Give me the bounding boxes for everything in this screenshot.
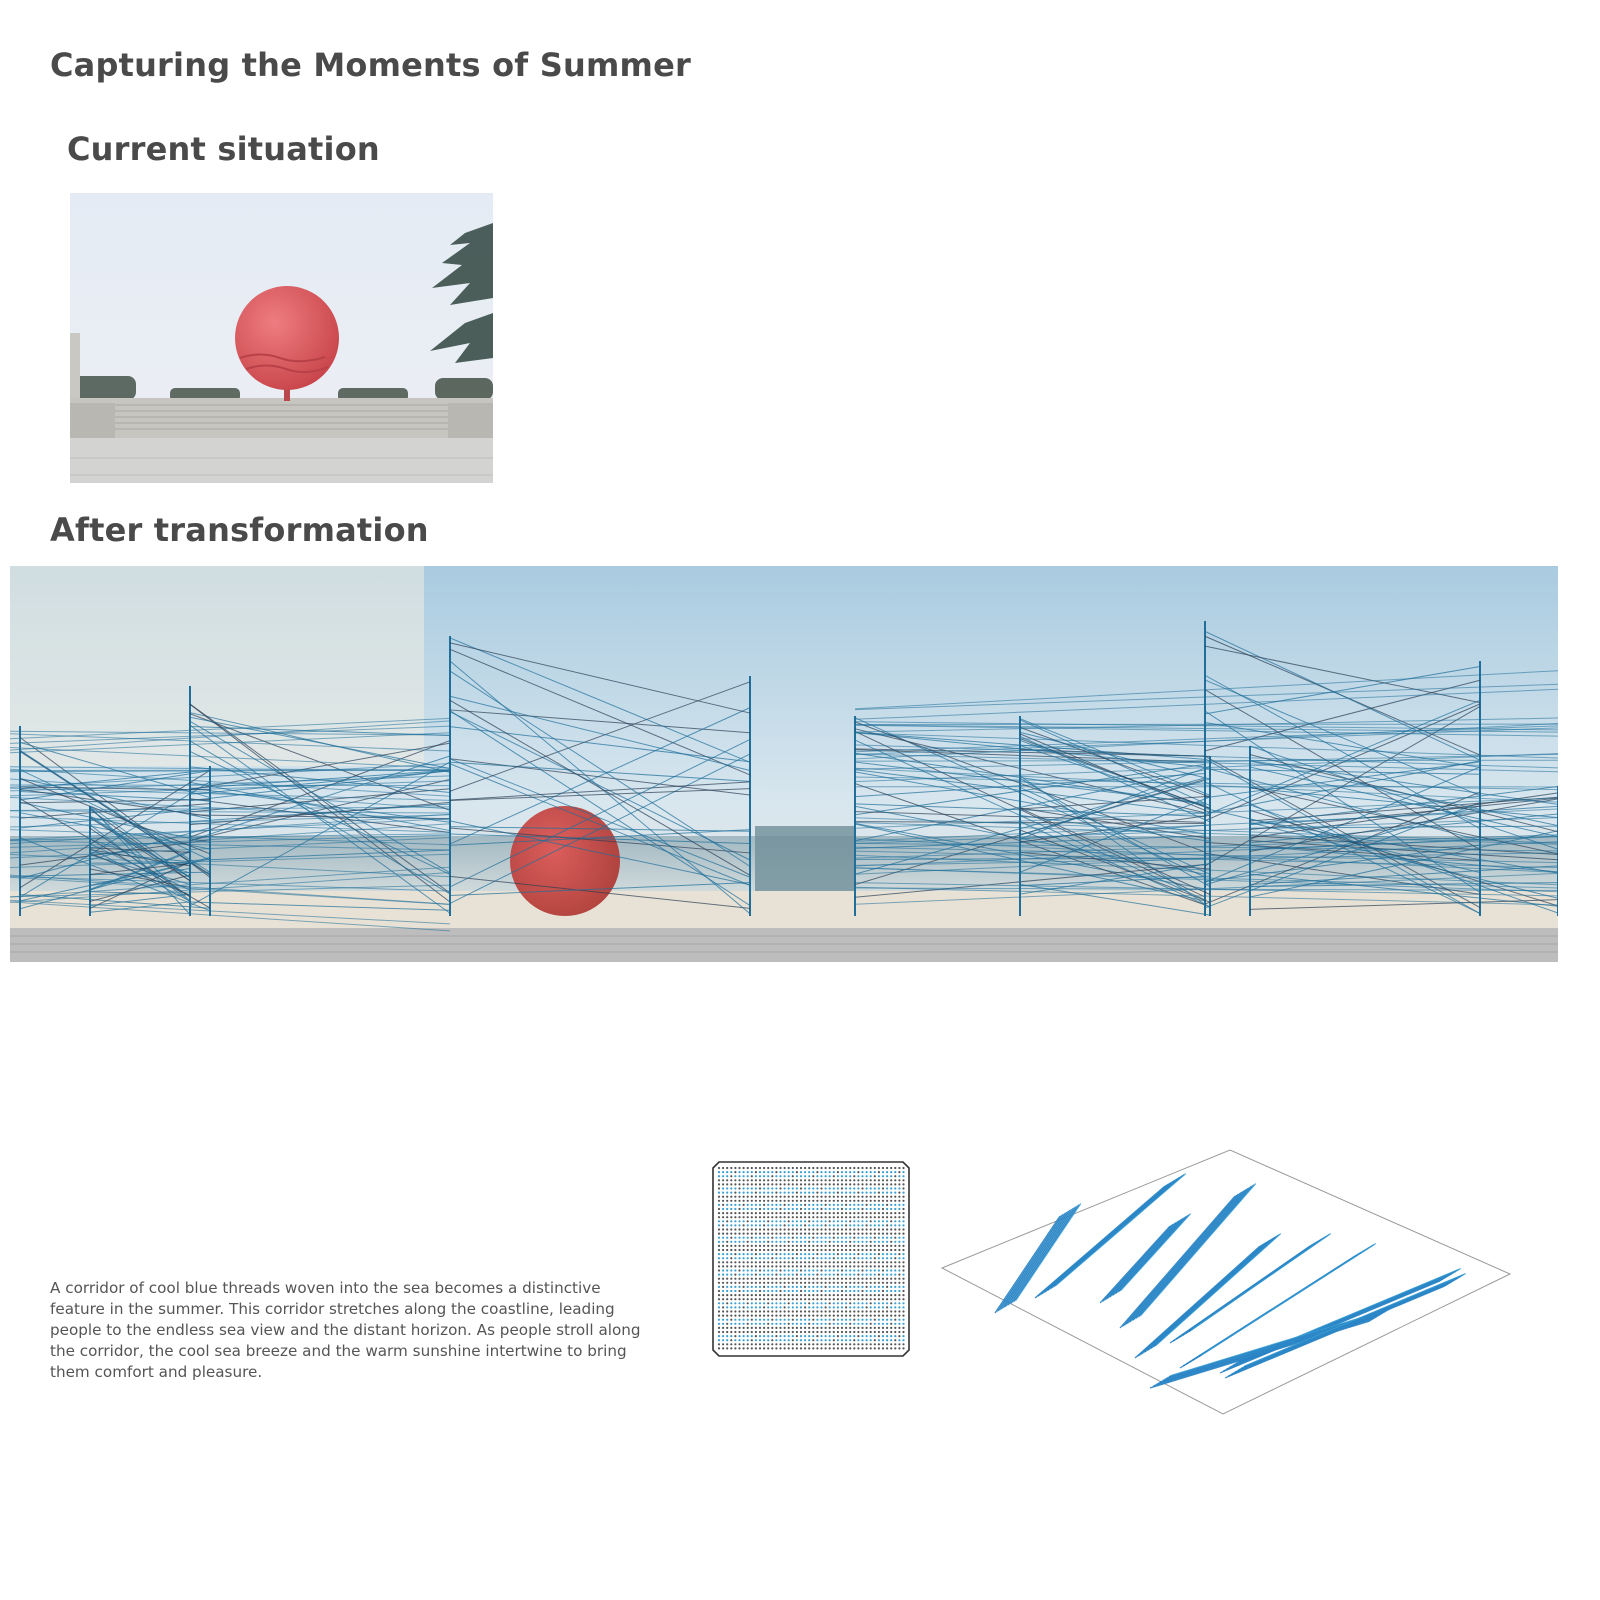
current-situation-heading: Current situation xyxy=(67,130,380,168)
plan-diagram xyxy=(711,1160,911,1358)
after-transformation-rendering xyxy=(10,566,1558,962)
page-title: Capturing the Moments of Summer xyxy=(50,46,691,84)
project-description: A corridor of cool blue threads woven into the sea becomes a distinctive feature in the summer. This corridor stretches along the coastline, leading people to the endless sea view and the distant horizon. As people stroll along the corridor, the cool sea breeze and the warm sunshine intertwine to bring them comfort and pleasure. xyxy=(50,1279,641,1381)
after-transformation-heading: After transformation xyxy=(50,511,429,549)
axonometric-diagram xyxy=(940,1128,1515,1418)
current-situation-photo xyxy=(70,193,493,483)
